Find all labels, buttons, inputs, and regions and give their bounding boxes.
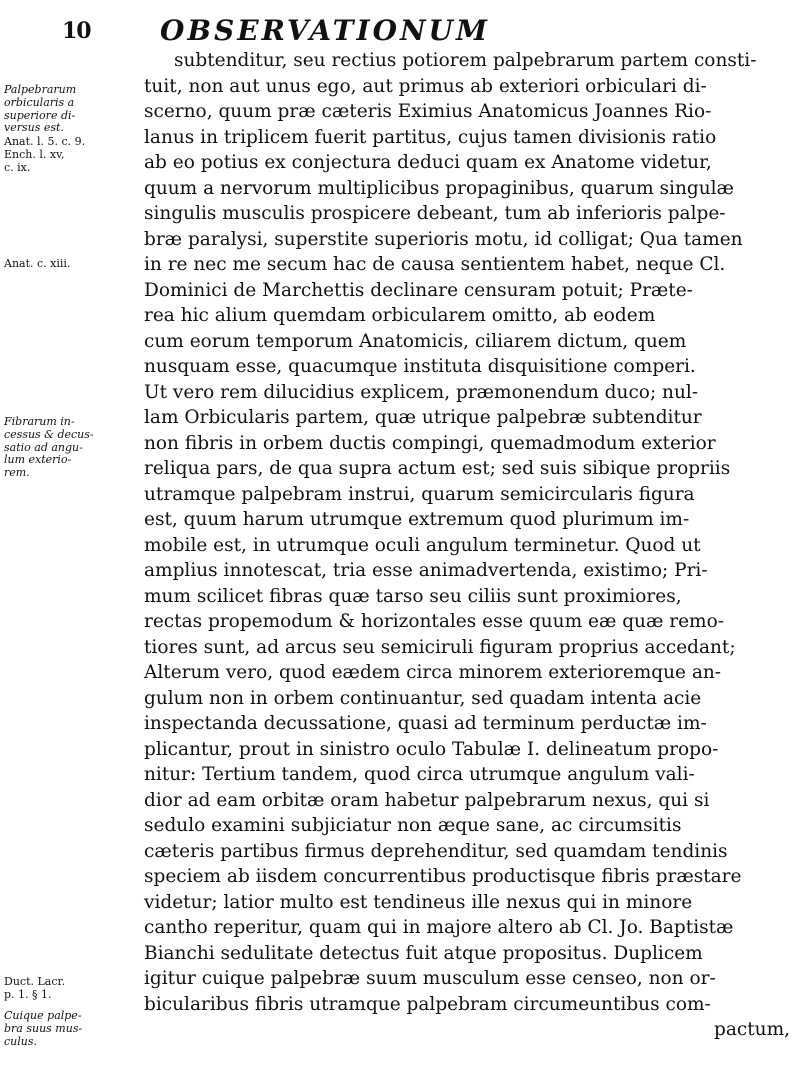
sidenote-line: superiore di- xyxy=(4,108,76,122)
sidenote-line: Ench. l. xv, xyxy=(4,147,65,161)
sidenote-line: Anat. c. xiii. xyxy=(4,257,71,270)
text-line: speciem ab iisdem concurrentibus productisque fibris præstare xyxy=(144,866,742,887)
text-line: pactum, xyxy=(713,1019,790,1040)
text-line: mum scilicet fibras quæ tarso seu ciliis sunt proximiores, xyxy=(144,585,682,607)
text-line: Bianchi sedulitate detectus fuit atque propositus. Duplicem xyxy=(144,942,703,964)
text-line: cum eorum temporum Anatomicis, ciliarem dictum, quem xyxy=(144,330,687,352)
sidenote-line: cessus & decus- xyxy=(4,427,94,441)
sidenote-line: bra suus mus- xyxy=(4,1021,83,1035)
text-line: bicularibus fibris utramque palpebram circumeuntibus com- xyxy=(144,993,711,1015)
sidenote-palpebrarum xyxy=(4,84,144,135)
sidenote-line: satio ad angu- xyxy=(4,440,83,454)
text-line: non fibris in orbem ductis compingi, quemadmodum exterior xyxy=(144,432,716,454)
text-line: cantho reperitur, quam qui in majore altero ab Cl. Jo. Baptistæ xyxy=(144,917,734,938)
sidenote-line: lum exterio- xyxy=(4,453,72,467)
text-line: Dominici de Marchettis declinare censuram potuit; Præte- xyxy=(144,279,693,301)
sidenote-reference-anatome xyxy=(4,136,144,174)
text-line: nitur: Tertium tandem, quod circa utrumque angulum vali- xyxy=(144,764,695,785)
sidenote-line: rem. xyxy=(4,466,30,480)
text-line: tuit, non aut unus ego, aut primus ab exteriori orbiculari di- xyxy=(144,75,707,97)
text-line: dior ad eam orbitæ oram habetur palpebrarum nexus, qui si xyxy=(144,789,710,811)
text-line: lanus in triplicem fuerit partitus, cujus tamen divisionis ratio xyxy=(144,126,717,148)
text-line: singulis musculis prospicere debeant, tum ab inferioris palpe- xyxy=(144,203,726,224)
text-line: inspectanda decussatione, quasi ad terminum perductæ im- xyxy=(144,713,707,734)
text-line: Ut vero rem dilucidius explicem, præmonendum duco; nul- xyxy=(144,381,699,403)
body-text xyxy=(144,48,794,1043)
sidenote-line: culus. xyxy=(4,1034,37,1048)
text-line: scerno, quum præ cæteris Eximius Anatomicus Joannes Rio- xyxy=(144,101,712,122)
sidenote-line: c. ix. xyxy=(4,160,31,174)
sidenote-line: Fibrarum in- xyxy=(4,415,75,428)
text-line: est, quum harum utrumque extremum quod plurimum im- xyxy=(144,509,690,530)
text-line: subtenditur, seu rectius potiorem palpebrarum partem consti- xyxy=(174,50,757,71)
text-line: videtur; latior multo est tendineus ille nexus qui in minore xyxy=(144,891,693,913)
sidenote-line: orbicularis a xyxy=(4,95,75,109)
text-line: bræ paralysi, superstite superioris motu, id colligat; Qua tamen xyxy=(144,228,743,250)
page-number: 10 xyxy=(62,18,91,44)
sidenote-line: p. 1. § 1. xyxy=(4,987,52,1001)
text-line: rea hic alium quemdam orbicularem omitto, ab eodem xyxy=(144,305,656,326)
text-line: sedulo examini subjiciatur non æque sane, ac circumsitis xyxy=(144,815,682,836)
text-line: rectas propemodum & horizontales esse quum eæ quæ remo- xyxy=(144,611,724,632)
sidenote-line: Cuique palpe- xyxy=(4,1009,82,1022)
text-line: in re nec me secum hac de causa sentientem habet, neque Cl. xyxy=(144,254,726,275)
sidenote-fibrarum xyxy=(4,416,144,480)
sidenote-line: Duct. Lacr. xyxy=(4,975,66,988)
sidenote-anat-cxiii xyxy=(4,258,144,271)
text-line: reliqua pars, de qua supra actum est; sed suis sibique propriis xyxy=(144,458,731,479)
sidenote-duct-lacr xyxy=(4,976,144,1002)
text-line: plicantur, prout in sinistro oculo Tabulæ I. delineatum propo- xyxy=(144,738,719,760)
text-line: ab eo potius ex conjectura deduci quam ex Anatome videtur, xyxy=(144,152,712,173)
text-line: nusquam esse, quacumque instituta disquisitione comperi. xyxy=(144,356,696,377)
sidenote-cuique xyxy=(4,1010,144,1048)
sidenote-line: versus est. xyxy=(4,121,64,135)
text-line: gulum non in orbem continuantur, sed quadam intenta acie xyxy=(144,687,702,709)
text-line: utramque palpebram instrui, quarum semicircularis figura xyxy=(144,483,695,505)
text-line: Alterum vero, quod eædem circa minorem exterioremque an- xyxy=(144,662,722,683)
text-line: tiores sunt, ad arcus seu semiciruli figuram proprius accedant; xyxy=(144,636,736,658)
text-line: lam Orbicularis partem, quæ utrique palpebræ subtenditur xyxy=(144,407,702,428)
text-line: igitur cuique palpebræ suum musculum esse censeo, non or- xyxy=(144,968,716,989)
text-line: amplius innotescat, tria esse animadvertenda, existimo; Pri- xyxy=(144,560,708,581)
sidenote-line: Anat. l. 5. c. 9. xyxy=(4,135,86,148)
text-line: quum a nervorum multiplicibus propaginibus, quarum singulæ xyxy=(144,177,734,199)
running-title: OBSERVATIONUM xyxy=(160,14,490,47)
text-line: mobile est, in utrumque oculi angulum terminetur. Quod ut xyxy=(144,534,701,556)
text-line: cæteris partibus firmus deprehenditur, sed quamdam tendinis xyxy=(144,840,728,862)
sidenote-line: Palpebrarum xyxy=(4,83,77,96)
